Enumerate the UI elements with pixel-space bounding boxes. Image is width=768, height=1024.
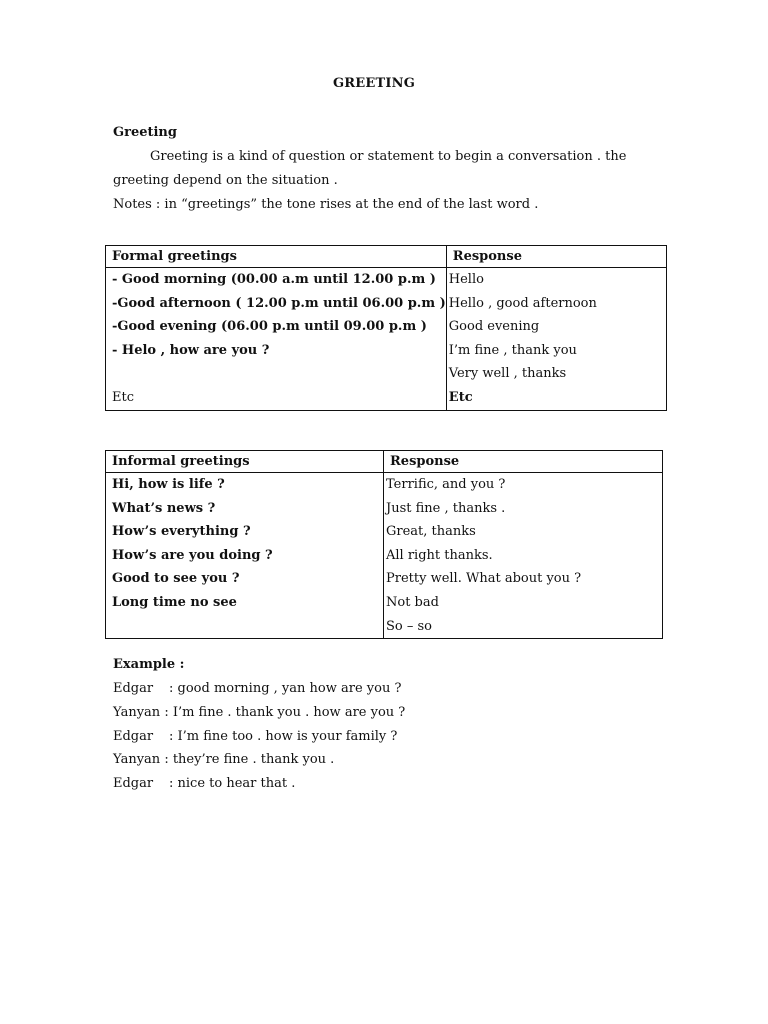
informal-response-cell: All right thanks. bbox=[384, 544, 663, 568]
informal-response-cell: Just fine , thanks . bbox=[384, 497, 663, 521]
formal-response-cell: I’m fine , thank you bbox=[446, 339, 666, 363]
table-row bbox=[106, 591, 663, 615]
informal-response-cell: So – so bbox=[384, 615, 663, 639]
informal-greeting-cell: How’s are you doing ? bbox=[106, 544, 384, 568]
dialogue-speaker: Yanyan bbox=[113, 705, 161, 720]
table-row bbox=[106, 520, 663, 544]
informal-greeting-cell: How’s everything ? bbox=[106, 520, 384, 544]
formal-greetings-table bbox=[105, 245, 667, 411]
formal-response-cell: Very well , thanks bbox=[446, 362, 666, 386]
definition-line-1: Greeting is a kind of question or statement to begin a conversation . the bbox=[150, 149, 627, 164]
title-text: GREETING bbox=[332, 76, 416, 91]
formal-greeting-cell: -Good evening (06.00 p.m until 09.00 p.m ) bbox=[106, 315, 447, 339]
formal-response-cell: Hello , good afternoon bbox=[446, 292, 666, 316]
formal-header-response: Response bbox=[446, 246, 666, 268]
dialogue-line bbox=[113, 729, 397, 749]
formal-greeting-cell: - Good morning (00.00 a.m until 12.00 p.m ) bbox=[106, 268, 447, 292]
table-row bbox=[106, 362, 667, 386]
informal-response-cell: Pretty well. What about you ? bbox=[384, 567, 663, 591]
formal-response-cell: Etc bbox=[446, 386, 666, 410]
dialogue-text: : I’m fine too . how is your family ? bbox=[169, 729, 398, 744]
dialogue-speaker: Edgar bbox=[113, 681, 154, 696]
informal-greeting-cell: Good to see you ? bbox=[106, 567, 384, 591]
dialogue-text: : good morning , yan how are you ? bbox=[169, 681, 402, 696]
formal-greeting-cell: - Helo , how are you ? bbox=[106, 339, 447, 363]
dialogue-speaker: Edgar bbox=[113, 729, 154, 744]
dialogue-text: : nice to hear that . bbox=[169, 776, 296, 791]
formal-response-cell: Good evening bbox=[446, 315, 666, 339]
table-row bbox=[106, 473, 663, 497]
formal-header-greetings: Formal greetings bbox=[106, 246, 447, 268]
informal-response-cell: Great, thanks bbox=[384, 520, 663, 544]
formal-greeting-cell: -Good afternoon ( 12.00 p.m until 06.00 p.m ) bbox=[106, 292, 447, 316]
dialogue-line bbox=[113, 681, 401, 701]
informal-greeting-cell: Long time no see bbox=[106, 591, 384, 615]
definition-line-2: greeting depend on the situation . bbox=[113, 173, 338, 188]
section-heading: Greeting bbox=[113, 125, 177, 140]
informal-greetings-table bbox=[105, 450, 663, 639]
informal-header-greetings: Informal greetings bbox=[106, 451, 384, 473]
example-label: Example : bbox=[113, 657, 185, 672]
dialogue-line bbox=[113, 752, 334, 772]
table-row bbox=[106, 315, 667, 339]
dialogue-speaker: Yanyan bbox=[113, 752, 161, 767]
informal-response-cell: Terrific, and you ? bbox=[384, 473, 663, 497]
table-row bbox=[106, 615, 663, 639]
informal-response-cell: Not bad bbox=[384, 591, 663, 615]
page-title bbox=[0, 76, 768, 91]
table-row bbox=[106, 567, 663, 591]
dialogue-text: : I’m fine . thank you . how are you ? bbox=[164, 705, 406, 720]
table-row bbox=[106, 386, 667, 410]
formal-response-cell: Hello bbox=[446, 268, 666, 292]
dialogue-speaker: Edgar bbox=[113, 776, 154, 791]
dialogue-text: : they’re fine . thank you . bbox=[164, 752, 335, 767]
table-header-row bbox=[106, 246, 667, 268]
formal-greeting-cell: Etc bbox=[106, 386, 447, 410]
table-row bbox=[106, 339, 667, 363]
informal-greeting-cell bbox=[106, 615, 384, 639]
informal-greeting-cell: What’s news ? bbox=[106, 497, 384, 521]
dialogue-line bbox=[113, 776, 295, 796]
table-row bbox=[106, 268, 667, 292]
informal-header-response: Response bbox=[384, 451, 663, 473]
dialogue-line bbox=[113, 705, 405, 725]
table-row bbox=[106, 292, 667, 316]
formal-greeting-cell bbox=[106, 362, 447, 386]
informal-greeting-cell: Hi, how is life ? bbox=[106, 473, 384, 497]
notes-line: Notes : in “greetings” the tone rises at the end of the last word . bbox=[113, 197, 539, 212]
table-header-row bbox=[106, 451, 663, 473]
table-row bbox=[106, 544, 663, 568]
table-row bbox=[106, 497, 663, 521]
